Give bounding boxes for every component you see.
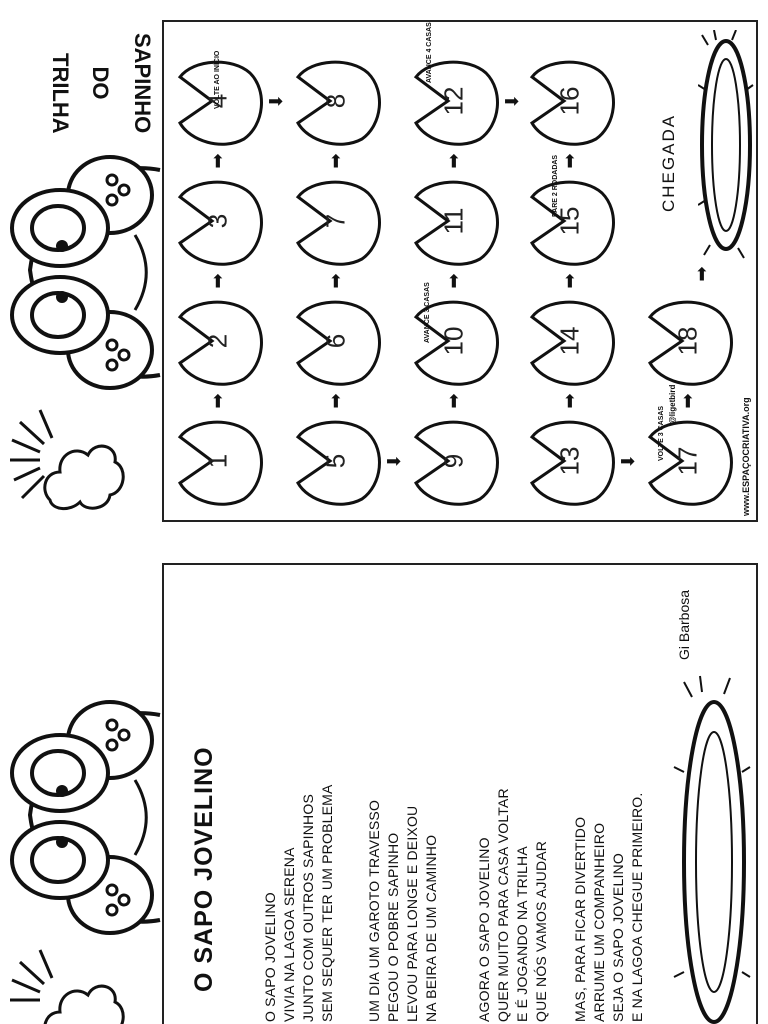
sun-cloud-illustration-2: [0, 940, 130, 1024]
lily-pad-number: 12: [438, 86, 469, 116]
lily-pad-18: [642, 295, 734, 387]
lily-pad-15: [524, 154, 616, 267]
lily-pad-4: [172, 50, 264, 147]
lily-pad-number: 2: [202, 333, 233, 349]
lily-pad-number: 1: [202, 453, 233, 469]
poem-frame: [162, 563, 758, 1024]
path-arrow-icon: ➡: [386, 451, 402, 471]
poem-line: E NA LAGOA CHEGUE PRIMEIRO.: [629, 792, 645, 1022]
sun-cloud-illustration: [0, 400, 130, 530]
lily-pad-2: [172, 295, 264, 387]
lily-pad-11: [408, 175, 500, 267]
lily-pad-number: 8: [320, 93, 351, 109]
path-arrow-icon: ➡: [207, 273, 228, 289]
poem-line: QUE NÓS VAMOS AJUDAR: [533, 840, 549, 1022]
poem-line: LEVOU PARA LONGE E DEIXOU: [404, 805, 420, 1022]
poem-line: SEM SEQUER TER UM PROBLEMA: [319, 784, 335, 1022]
lily-pad-number: 4: [202, 93, 233, 109]
lily-pad-14: [524, 295, 616, 387]
lily-pad-number: 17: [672, 446, 703, 476]
pond-illustration: [698, 30, 754, 260]
lily-pad-number: 16: [554, 86, 585, 116]
lily-pad-number: 7: [320, 213, 351, 229]
poem-line: E É JOGANDO NA TRILHA: [514, 846, 530, 1022]
lily-pad-12: [408, 22, 500, 147]
board-title-line-1: TRILHA: [48, 53, 73, 134]
path-arrow-icon: ➡: [559, 153, 580, 169]
website-credit: www.ESPAÇOCRIATIVA.org: [741, 397, 751, 516]
poem-line: UM DIA UM GAROTO TRAVESSO: [366, 799, 382, 1022]
frog-illustration-2: [0, 695, 175, 945]
poem-line: SEJA O SAPO JOVELINO: [610, 853, 626, 1022]
board-title-line-3: SAPINHO: [130, 33, 155, 134]
lily-pad-number: 10: [438, 326, 469, 356]
path-arrow-icon: ➡: [325, 273, 346, 289]
lily-pad-number: 3: [202, 213, 233, 229]
lily-pad-6: [290, 295, 382, 387]
poem-line: AGORA O SAPO JOVELINO: [476, 837, 492, 1022]
lily-pad-number: 15: [554, 206, 585, 236]
lily-pad-number: 9: [438, 453, 469, 469]
lily-pad-8: [290, 55, 382, 147]
lily-pad-16: [524, 55, 616, 147]
lily-pad-3: [172, 175, 264, 267]
path-arrow-icon: ➡: [691, 266, 712, 282]
lily-pad-instruction: VOLTE AO INÍCIO: [214, 50, 221, 109]
lily-pad-7: [290, 175, 382, 267]
lily-pad-10: [408, 282, 500, 387]
poem-line: VIVIA NA LAGOA SERENA: [281, 847, 297, 1022]
lily-pad-number: 11: [438, 207, 469, 235]
poem-line: PEGOU O POBRE SAPINHO: [385, 832, 401, 1022]
path-arrow-icon: ➡: [443, 273, 464, 289]
finish-label: CHEGADA: [659, 113, 678, 212]
lily-pad-instruction: AVANCE 4 CASAS: [426, 22, 433, 83]
poem-line: JUNTO COM OUTROS SAPINHOS: [300, 794, 316, 1022]
poem-line: ARRUME UM COMPANHEIRO: [591, 822, 607, 1022]
poem-line: MAS, PARA FICAR DIVERTIDO: [572, 816, 588, 1022]
path-arrow-icon: ➡: [207, 153, 228, 169]
path-arrow-icon: ➡: [207, 393, 228, 409]
path-arrow-icon: ➡: [559, 273, 580, 289]
lily-pad-instruction: AVANCE 3 CASAS: [424, 282, 431, 343]
path-arrow-icon: ➡: [677, 393, 698, 409]
lily-pad-number: 14: [554, 326, 585, 356]
path-arrow-icon: ➡: [443, 153, 464, 169]
poem-line: O SAPO JOVELINO: [262, 892, 278, 1022]
lily-pad-5: [290, 415, 382, 507]
lily-pad-number: 13: [554, 446, 585, 476]
lily-pad-number: 18: [672, 326, 703, 356]
lily-pad-1: [172, 415, 264, 507]
path-arrow-icon: ➡: [325, 393, 346, 409]
lily-pad-number: 5: [320, 453, 351, 469]
path-arrow-icon: ➡: [268, 91, 284, 111]
board-title-line-2: DO: [88, 66, 113, 100]
path-arrow-icon: ➡: [559, 393, 580, 409]
poem-title: O SAPO JOVELINO: [190, 746, 218, 992]
lily-pad-instruction: VOLTE 3 CASAS: [658, 405, 665, 461]
lily-pad-13: [524, 415, 616, 507]
path-arrow-icon: ➡: [504, 91, 520, 111]
lily-pad-number: 6: [320, 333, 351, 349]
poem-author: Gi Barbosa: [676, 589, 692, 660]
path-arrow-icon: ➡: [443, 393, 464, 409]
lily-pad-17: [642, 405, 734, 507]
poem-line: NA BEIRA DE UM CAMINHO: [423, 834, 439, 1022]
pond-illustration-2: [672, 672, 752, 1024]
path-arrow-icon: ➡: [620, 451, 636, 471]
watermark: @ligetbird: [668, 384, 677, 424]
path-arrow-icon: ➡: [325, 153, 346, 169]
poem-line: QUER MUITO PARA CASA VOLTAR: [495, 788, 511, 1022]
frog-illustration: [0, 150, 175, 400]
lily-pad-instruction: PARE 2 RODADAS: [552, 154, 559, 217]
lily-pad-9: [408, 415, 500, 507]
